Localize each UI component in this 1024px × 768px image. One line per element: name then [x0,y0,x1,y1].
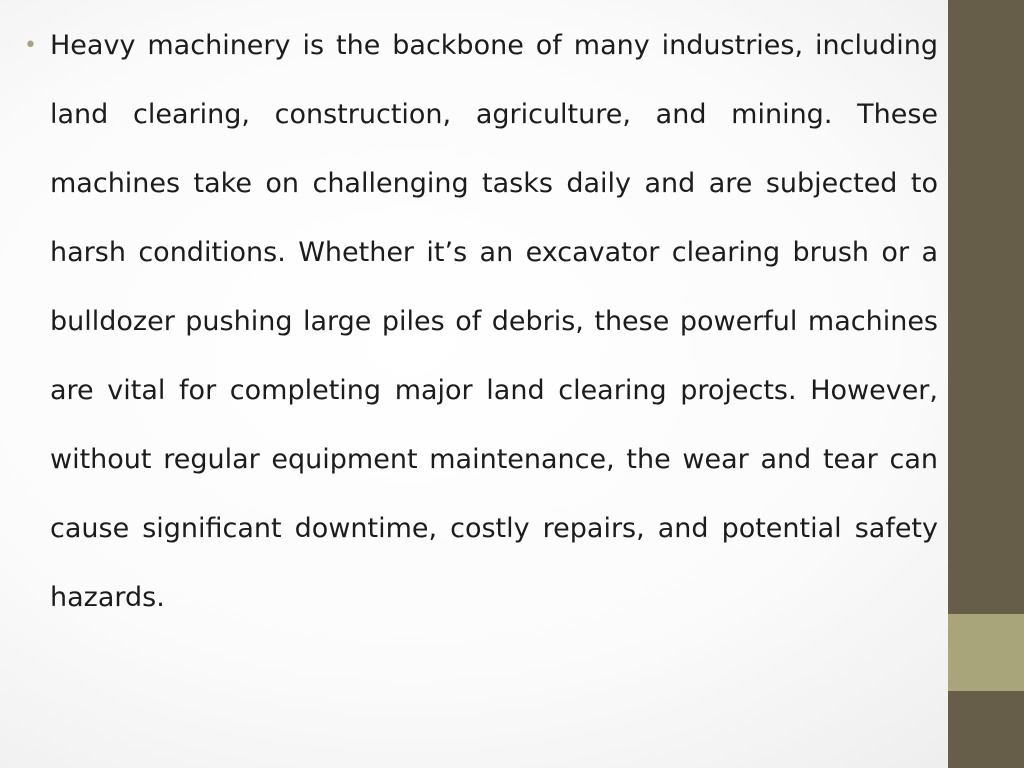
slide-content [20,11,938,632]
bullet-icon: • [24,33,37,58]
bullet-item [20,11,938,632]
bullet-text: Heavy machinery is the backbone of many industries, including land clearing, construction, agriculture, and mining. These machines take on challenging tasks daily and are subjected to harsh conditions. Whether it’s an excavator clearing brush or a bulldozer pushing large piles of debris, these powerful machines are vital for completing major land clearing projects. However, without regular equipment maintenance, the wear and tear can cause significant downtime, costly repairs, and potential safety hazards. [50,30,938,613]
decorative-sidebar-accent [948,614,1024,691]
